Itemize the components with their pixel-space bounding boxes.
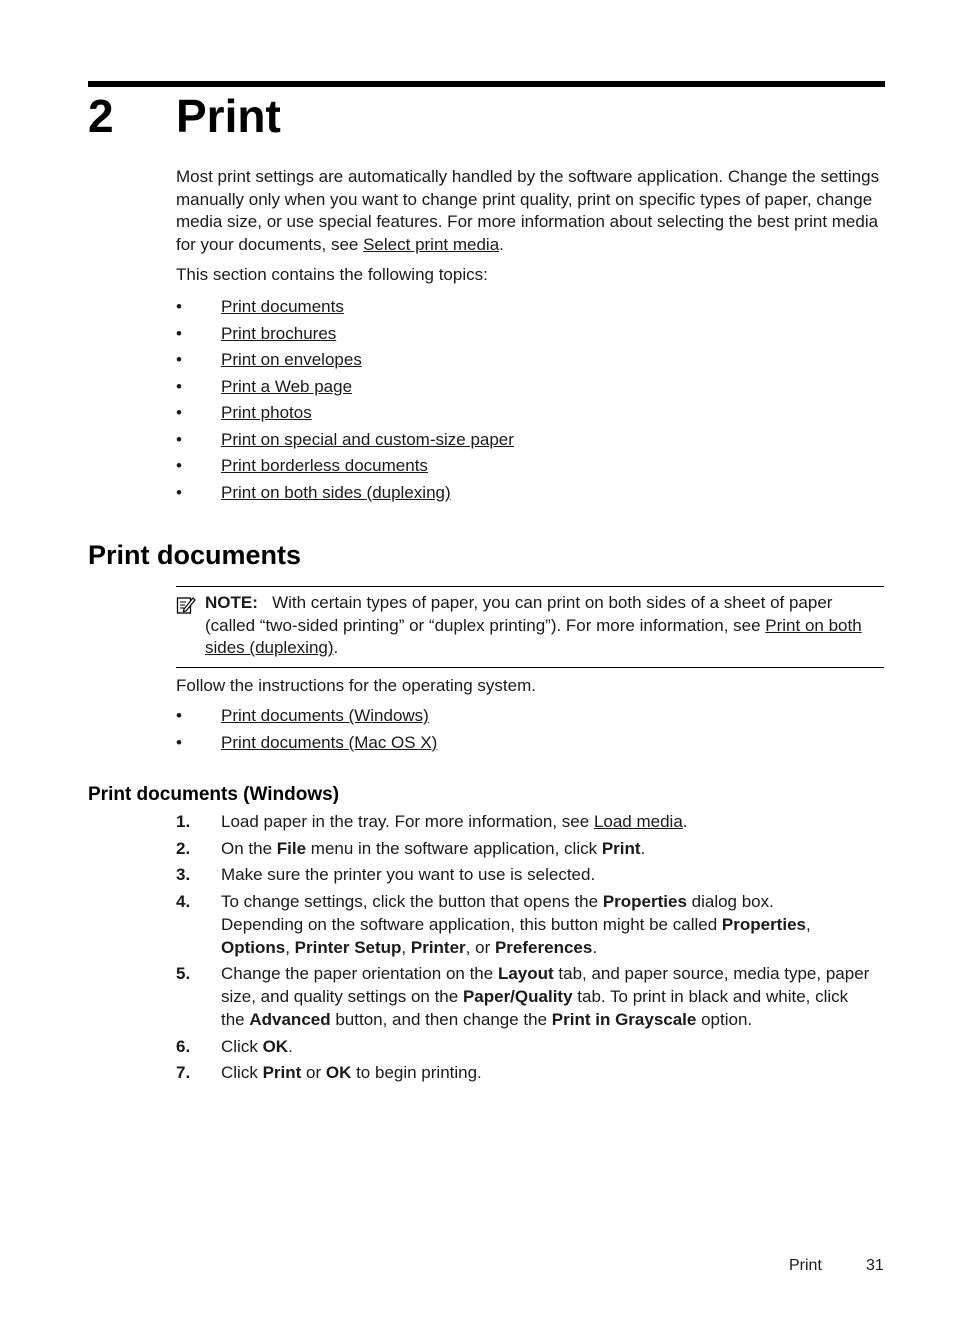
topic-link[interactable]: Print a Web page: [221, 376, 353, 396]
step-text: .: [592, 937, 598, 957]
steps-list: [176, 810, 876, 1088]
step-number: 4.: [176, 891, 191, 911]
list-item: [176, 374, 514, 401]
topic-link[interactable]: Print documents (Windows): [221, 706, 429, 725]
topic-link[interactable]: Print on both sides (duplexing): [221, 482, 451, 502]
step-text: tab, and paper source, media type, paper size, and quality settings on the: [221, 964, 870, 1006]
step-text: .: [288, 1036, 293, 1056]
topic-link[interactable]: Print borderless documents: [221, 456, 428, 475]
follow-instructions: Follow the instructions for the operating system.: [176, 676, 536, 695]
ui-term: Print: [262, 1063, 302, 1082]
step-text: Click: [221, 1036, 263, 1056]
bullet-glyph: •: [176, 403, 182, 422]
ui-term: Properties: [721, 914, 806, 934]
note-text: [205, 592, 885, 660]
bullet-glyph: •: [176, 376, 182, 396]
topic-link[interactable]: Print brochures: [221, 323, 337, 343]
ui-term: Properties: [602, 891, 687, 911]
bullet-glyph: •: [176, 350, 182, 369]
topic-link[interactable]: Print documents: [221, 297, 344, 316]
step-text: .: [640, 838, 646, 858]
step-item: [176, 890, 876, 959]
step-text: Click: [221, 1063, 263, 1082]
step-number: 6.: [176, 1036, 191, 1056]
topic-link[interactable]: Print on envelopes: [221, 350, 362, 369]
topic-link[interactable]: Print photos: [221, 403, 312, 422]
step-text: On the: [221, 838, 277, 858]
ui-term: Preferences: [494, 937, 593, 957]
chapter-rule: [88, 81, 885, 87]
list-item: [176, 453, 514, 480]
step-text: Make sure the printer you want to use is selected.: [221, 865, 596, 884]
step-number: 1.: [176, 812, 191, 831]
ui-term: Print: [601, 838, 641, 858]
ui-term: File: [276, 838, 307, 858]
note-body: With certain types of paper, you can print on both sides of a sheet of paper (called “two-sided printing” or “duplex printing”). For more information, see: [205, 593, 833, 635]
note-box: [176, 586, 884, 668]
footer-page-number: 31: [866, 1257, 884, 1274]
step-text: Depending on the software application, this button might be called: [221, 914, 722, 934]
ui-term: Print in Grayscale: [551, 1010, 697, 1029]
list-item: [176, 321, 514, 348]
step-text: Load paper in the tray. For more information, see: [221, 812, 594, 831]
os-links-list: [176, 703, 437, 756]
section-title: Print documents: [88, 540, 302, 570]
step-text: dialog box.: [686, 891, 774, 911]
note-label: NOTE:: [205, 593, 258, 612]
chapter-title: Print: [176, 90, 281, 142]
step-text: Change the paper orientation on the: [221, 964, 498, 983]
bullet-glyph: •: [176, 732, 182, 752]
topics-list: [176, 294, 514, 506]
ui-term: OK: [262, 1036, 289, 1056]
subsection-title: Print documents (Windows): [88, 784, 340, 805]
list-item: [176, 427, 514, 454]
step-item: [176, 962, 876, 1031]
step-item: [176, 1061, 876, 1084]
step-text: or: [301, 1063, 326, 1082]
bullet-glyph: •: [176, 482, 182, 502]
ui-term: Paper/Quality: [462, 987, 573, 1006]
step-text: to begin printing.: [351, 1063, 482, 1082]
footer-section: Print: [789, 1257, 822, 1274]
step-text: button, and then change the: [330, 1010, 552, 1029]
topic-link[interactable]: Print on special and custom-size paper: [221, 429, 514, 449]
ui-term: OK: [325, 1063, 352, 1082]
bullet-glyph: •: [176, 429, 182, 449]
step-text: ,: [285, 937, 295, 957]
step-text: tab. To print in black and white, click the: [221, 987, 849, 1029]
list-item: [176, 400, 514, 427]
step-number: 7.: [176, 1063, 191, 1082]
bullet-glyph: •: [176, 456, 182, 475]
ui-term: Printer: [410, 937, 466, 957]
bullet-glyph: •: [176, 297, 182, 316]
step-text: menu in the software application, click: [306, 838, 602, 858]
step-item: [176, 1035, 876, 1058]
step-number: 3.: [176, 865, 191, 884]
ui-term: Layout: [497, 964, 554, 983]
intro-end: .: [499, 234, 504, 254]
select-print-media-link[interactable]: Select print media: [363, 234, 500, 254]
step-item: [176, 810, 876, 833]
chapter-number: 2: [88, 90, 114, 142]
bullet-glyph: •: [176, 323, 182, 343]
list-item: [176, 703, 437, 730]
intro-paragraph: [176, 166, 884, 256]
list-item: [176, 347, 514, 374]
bullet-glyph: •: [176, 706, 182, 725]
step-text: option.: [696, 1010, 753, 1029]
step-number: 2.: [176, 838, 191, 858]
step-text: .: [682, 812, 688, 831]
note-icon: [176, 595, 196, 615]
ui-term: Printer Setup: [294, 937, 402, 957]
step-number: 5.: [176, 964, 191, 983]
list-item: [176, 480, 514, 507]
ui-term: Advanced: [249, 1010, 331, 1029]
topics-intro: This section contains the following topics:: [176, 265, 488, 284]
note-end: .: [333, 638, 339, 657]
ui-term: Options: [221, 937, 286, 957]
step-item: [176, 863, 876, 886]
step-text: ,: [805, 914, 811, 934]
load-media-link[interactable]: Load media: [593, 812, 683, 831]
step-item: [176, 837, 876, 860]
intro-text: Most print settings are automatically handled by the software application. Change the settings manually only when you want to change print quality, print on specific types of paper, change media size, or use special features. For more information about selecting the best print media for your documents, see: [176, 167, 880, 254]
step-text: To change settings, click the button that opens the: [221, 891, 603, 911]
step-text: ,: [401, 937, 411, 957]
step-text: , or: [465, 937, 495, 957]
list-item: [176, 294, 514, 321]
list-item: [176, 730, 437, 757]
topic-link[interactable]: Print documents (Mac OS X): [221, 732, 438, 752]
duplexing-link[interactable]: Print on both sides (duplexing): [205, 615, 862, 657]
